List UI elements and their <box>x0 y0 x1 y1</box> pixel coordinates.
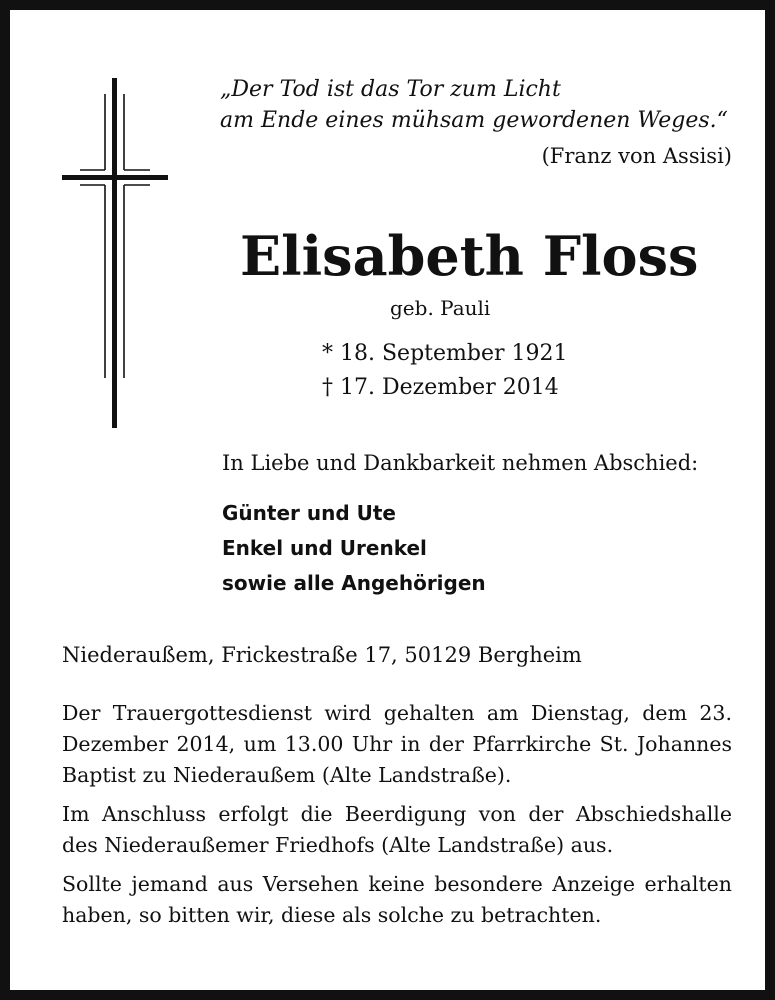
mourner-entry: sowie alle Angehörigen <box>222 571 486 595</box>
service-details <box>62 698 732 939</box>
quote <box>220 74 740 136</box>
mourner-entry: Enkel und Urenkel <box>222 536 427 560</box>
quote-line-2: am Ende eines mühsam gewordenen Weges.“ <box>220 108 728 133</box>
birth-date: * 18. September 1921 <box>322 341 568 366</box>
funeral-service-paragraph: Der Trauergottesdienst wird gehalten am Dienstag, dem 23. Dezember 2014, um 13.00 Uhr in der Pfarrkirche St. Johannes Baptist zu Niederaußem (Alte Landstraße). <box>62 701 732 787</box>
deceased-name: Elisabeth Floss <box>240 224 699 288</box>
notice-paragraph: Sollte jemand aus Versehen keine besondere Anzeige erhalten haben, so bitten wir, diese als solche zu betrachten. <box>62 872 732 927</box>
quote-line-1: „Der Tod ist das Tor zum Licht <box>220 77 561 102</box>
mourning-line: In Liebe und Dankbarkeit nehmen Abschied: <box>222 451 699 475</box>
address: Niederaußem, Frickestraße 17, 50129 Bergheim <box>62 643 582 667</box>
burial-paragraph: Im Anschluss erfolgt die Beerdigung von der Abschiedshalle des Niederaußemer Friedhofs (Alte Landstraße) aus. <box>62 802 732 857</box>
cross-icon <box>62 78 168 428</box>
mourner-entry: Günter und Ute <box>222 501 396 525</box>
mourners-list <box>222 496 486 601</box>
death-date: † 17. Dezember 2014 <box>322 375 559 400</box>
quote-source: (Franz von Assisi) <box>541 144 732 168</box>
maiden-name: geb. Pauli <box>390 296 491 320</box>
